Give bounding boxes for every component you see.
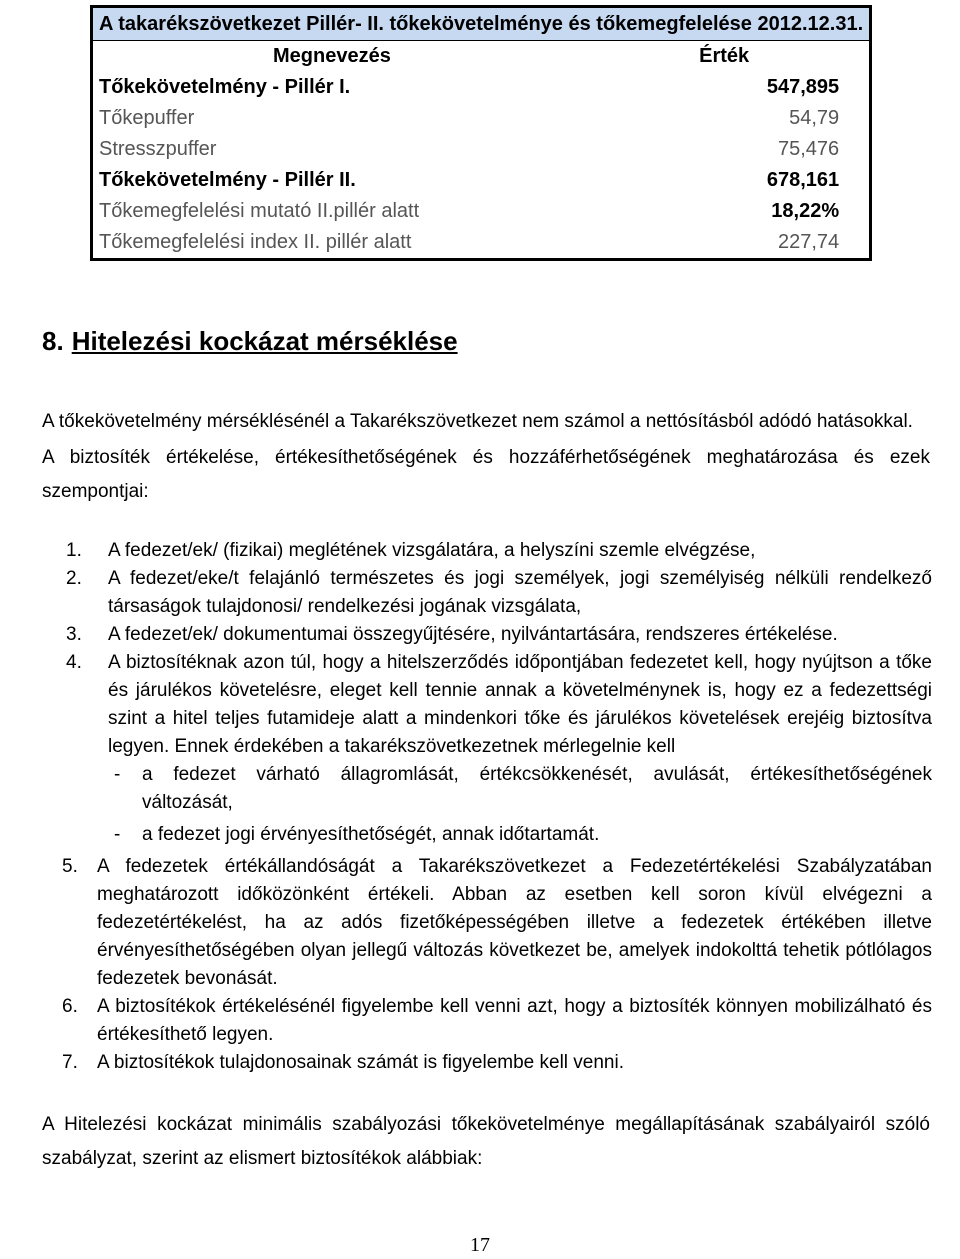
table-row [92,134,871,165]
row-name: Tőkemegfelelési index II. pillér alatt [99,231,412,253]
row-value: 547,895 [766,76,840,98]
row-value: 54,79 [789,107,840,129]
table-row [92,227,871,260]
list-item [42,1049,932,1077]
list-item [42,537,932,565]
paragraph-2: A biztosíték értékelése, értékesíthetőségének és hozzáférhetőségének meghatározása és ezek szempontjai: [42,447,930,502]
list-item [42,853,932,993]
table-title: A takarékszövetkezet Pillér- II. tőkekövetelménye és tőkemegfelelése 2012.12.31. [92,7,871,41]
dash-item-text: a fedezet jogi érvényesíthetőségét, annak időtartamát. [142,824,600,845]
table-row [92,103,871,134]
list-item-number: 1. [66,540,82,561]
page-number: 17 [470,1234,490,1256]
list-item-text: A biztosítékok tulajdonosainak számát is figyelembe kell venni. [97,1052,624,1073]
list-item [42,649,932,761]
list-item-number: 4. [66,652,82,673]
list-item-number: 3. [66,624,82,645]
list-item-text: A fedezetek értékállandóságát a Takarékszövetkezet a Fedezetértékelési Szabályzatában meghatározott időközönként értékeli. Abban az esetben kell soron kívül elvégezni a fedezetértékelést, ha az adós fizetőképességében illetve a fedezetek értékében illetve érvényesíthetőségében olyan jellegű változás következet be, amelyek indokolttá tehetik pótlólagos fedezetek bevonását. [97,856,932,989]
row-name: Tőkepuffer [99,107,195,129]
row-name: Tőkekövetelmény - Pillér I. [99,76,351,98]
dash-item-text: a fedezet várható állagromlását, értékcsökkenését, avulását, értékesíthetőségének változását, [142,764,932,813]
row-name: Stresszpuffer [99,138,217,160]
list-item-text: A fedezet/eke/t felajánló természetes és jogi személyek, jogi személyiség nélküli rendelkező társaságok tulajdonosi/ rendelkezési jogának vizsgálata, [108,568,932,617]
collateral-list [42,537,932,1077]
dash-item [42,761,932,817]
dash-marker: - [114,764,121,785]
section-number: 8. [42,326,64,356]
table-row [92,72,871,103]
list-item-number: 7. [62,1052,78,1073]
list-item [42,993,932,1049]
list-item [42,621,932,649]
table-row [92,196,871,227]
row-name: Tőkemegfelelési mutató II.pillér alatt [99,200,420,222]
dash-marker: - [114,824,121,845]
table-header-row [92,41,871,73]
list-item-number: 6. [62,996,78,1017]
list-item-text: A biztosítékok értékelésénél figyelembe kell venni azt, hogy a biztosíték könnyen mobilizálható és értékesíthető legyen. [97,996,932,1045]
row-value: 75,476 [777,138,840,160]
list-item-text: A biztosítéknak azon túl, hogy a hitelszerződés időpontjában fedezetet kell, hogy nyújtson a tőke és járulékos követelésre, eleget kell tennie annak a követelménynek is, hogy ez a fedezettségi szint a hitel teljes futamideje alatt a mindenkori tőke és járulékos követelések erejéig biztosítva legyen. Ennek érdekében a takarékszövetkezetnek mérlegelnie kell [108,652,932,757]
paragraph-1: A tőkekövetelmény mérséklésénél a Takarékszövetkezet nem számol a nettósításból adódó hatásokkal. [42,411,913,432]
row-value: 18,22% [771,200,840,222]
paragraph-3: A Hitelezési kockázat minimális szabályozási tőkekövetelménye megállapításának szabályairól szóló szabályzat, szerint az elismert biztosítékok alábbiak: [42,1114,930,1169]
row-value: 227,74 [777,231,840,253]
list-item-text: A fedezet/ek/ (fizikai) meglétének vizsgálatára, a helyszíni szemle elvégzése, [108,540,756,561]
header-value: Érték [699,45,750,67]
section-heading [42,326,458,357]
dash-item [42,821,932,849]
capital-requirement-table [90,5,872,261]
table-row [92,165,871,196]
list-item-number: 2. [66,568,82,589]
header-name: Megnevezés [273,45,391,67]
section-title: Hitelezési kockázat mérséklése [71,326,458,356]
list-item-text: A fedezet/ek/ dokumentumai összegyűjtésére, nyilvántartására, rendszeres értékelése. [108,624,838,645]
row-value: 678,161 [766,169,840,191]
list-item [42,565,932,621]
row-name: Tőkekövetelmény - Pillér II. [99,169,356,191]
list-item-number: 5. [62,856,78,877]
